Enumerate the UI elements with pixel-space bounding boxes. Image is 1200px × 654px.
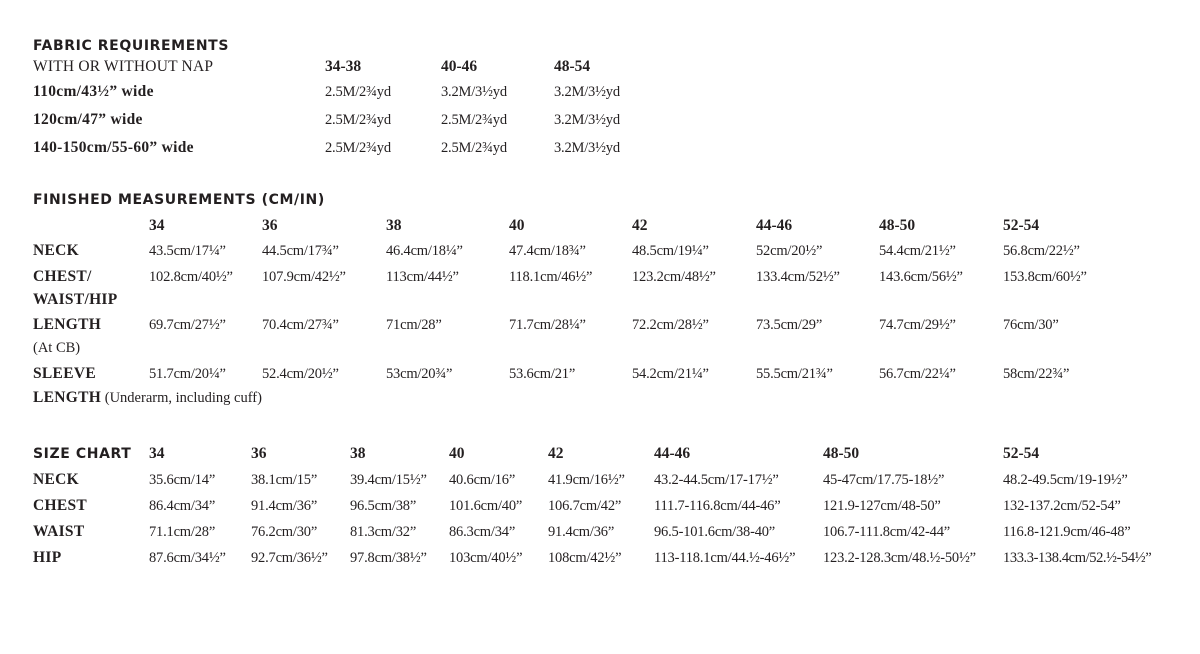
finished-cell: 74.7cm/29½”: [879, 317, 956, 333]
sizechart-cell: 45-47cm/17.75-18½”: [823, 472, 945, 488]
finished-cell: 73.5cm/29”: [756, 317, 823, 333]
finished-header-size: 38: [386, 217, 402, 234]
finished-cell: 107.9cm/42½”: [262, 269, 346, 285]
finished-cell: 53cm/20¾”: [386, 366, 453, 382]
finished-cell: 71cm/28”: [386, 317, 442, 333]
sizechart-cell: 92.7cm/36½”: [251, 550, 328, 566]
finished-header-size: 36: [262, 217, 278, 234]
finished-cell: 70.4cm/27¾”: [262, 317, 339, 333]
sizechart-cell: 133.3-138.4cm/52.½-54½”: [1003, 550, 1152, 566]
sizechart-cell: 101.6cm/40”: [449, 498, 523, 514]
finished-row-sublabel: WAIST/HIP: [33, 291, 118, 308]
fabric-row-label: 120cm/47” wide: [33, 111, 143, 128]
fabric-header-48-54: 48-54: [554, 58, 591, 75]
fabric-cell: 3.2M/3½yd: [554, 140, 620, 156]
sizechart-cell: 40.6cm/16”: [449, 472, 516, 488]
finished-cell: 51.7cm/20¼”: [149, 366, 226, 382]
fabric-cell: 2.5M/2¾yd: [441, 112, 507, 128]
sleeve-length-word: LENGTH: [33, 389, 102, 406]
finished-cell: 76cm/30”: [1003, 317, 1059, 333]
fabric-header-40-46: 40-46: [441, 58, 478, 75]
finished-cell: 72.2cm/28½”: [632, 317, 709, 333]
sizechart-cell: 71.1cm/28”: [149, 524, 216, 540]
finished-cell: 56.8cm/22½”: [1003, 243, 1080, 259]
finished-header-size: 48-50: [879, 217, 916, 234]
finished-cell: 113cm/44½”: [386, 269, 459, 285]
size-chart-title: SIZE CHART: [33, 446, 132, 462]
finished-header-size: 40: [509, 217, 525, 234]
finished-cell: 54.4cm/21½”: [879, 243, 956, 259]
finished-cell: 48.5cm/19¼”: [632, 243, 709, 259]
finished-row-sublabel: [33, 389, 262, 407]
sizechart-cell: 96.5cm/38”: [350, 498, 417, 514]
fabric-cell: 3.2M/3½yd: [554, 84, 620, 100]
finished-cell: 56.7cm/22¼”: [879, 366, 956, 382]
sleeve-length-note: (Underarm, including cuff): [101, 390, 262, 406]
sizechart-cell: 39.4cm/15½”: [350, 472, 427, 488]
finished-cell: 54.2cm/21¼”: [632, 366, 709, 382]
fabric-cell: 3.2M/3½yd: [554, 112, 620, 128]
finished-cell: 43.5cm/17¼”: [149, 243, 226, 259]
sizechart-row-label: HIP: [33, 549, 62, 566]
sizechart-cell: 106.7cm/42”: [548, 498, 622, 514]
sizechart-cell: 106.7-111.8cm/42-44”: [823, 524, 951, 540]
finished-cell: 44.5cm/17¾”: [262, 243, 339, 259]
fabric-cell: 2.5M/2¾yd: [325, 84, 391, 100]
sizechart-header-size: 36: [251, 445, 267, 462]
sizechart-cell: 76.2cm/30”: [251, 524, 318, 540]
sizechart-cell: 121.9-127cm/48-50”: [823, 498, 941, 514]
finished-cell: 153.8cm/60½”: [1003, 269, 1087, 285]
finished-cell: 53.6cm/21”: [509, 366, 576, 382]
finished-row-label: LENGTH: [33, 316, 102, 333]
fabric-cell: 3.2M/3½yd: [441, 84, 507, 100]
finished-cell: 55.5cm/21¾”: [756, 366, 833, 382]
fabric-cell: 2.5M/2¾yd: [441, 140, 507, 156]
sizechart-cell: 97.8cm/38½”: [350, 550, 427, 566]
sizechart-cell: 87.6cm/34½”: [149, 550, 226, 566]
finished-header-size: 52-54: [1003, 217, 1040, 234]
sizechart-cell: 111.7-116.8cm/44-46”: [654, 498, 781, 514]
sizechart-cell: 113-118.1cm/44.½-46½”: [654, 550, 796, 566]
finished-header-size: 44-46: [756, 217, 793, 234]
sizechart-cell: 43.2-44.5cm/17-17½”: [654, 472, 779, 488]
finished-cell: 52.4cm/20½”: [262, 366, 339, 382]
sizechart-header-size: 44-46: [654, 445, 691, 462]
sizechart-header-size: 38: [350, 445, 366, 462]
sizechart-cell: 91.4cm/36”: [251, 498, 318, 514]
sizechart-header-size: 40: [449, 445, 465, 462]
fabric-row-label: 110cm/43½” wide: [33, 83, 154, 100]
finished-cell: 118.1cm/46½”: [509, 269, 593, 285]
fabric-cell: 2.5M/2¾yd: [325, 140, 391, 156]
finished-cell: 52cm/20½”: [756, 243, 823, 259]
finished-cell: 47.4cm/18¾”: [509, 243, 586, 259]
sizechart-cell: 48.2-49.5cm/19-19½”: [1003, 472, 1128, 488]
sizechart-cell: 123.2-128.3cm/48.½-50½”: [823, 550, 976, 566]
sizechart-cell: 86.3cm/34”: [449, 524, 516, 540]
fabric-cell: 2.5M/2¾yd: [325, 112, 391, 128]
sizechart-cell: 103cm/40½”: [449, 550, 523, 566]
sizechart-header-size: 48-50: [823, 445, 860, 462]
finished-cell: 58cm/22¾”: [1003, 366, 1070, 382]
sizechart-cell: 86.4cm/34”: [149, 498, 216, 514]
sizechart-cell: 132-137.2cm/52-54”: [1003, 498, 1121, 514]
finished-row-label: CHEST/: [33, 268, 92, 285]
finished-header-size: 42: [632, 217, 648, 234]
fabric-row-label: 140-150cm/55-60” wide: [33, 139, 194, 156]
finished-cell: 102.8cm/40½”: [149, 269, 233, 285]
sizechart-cell: 38.1cm/15”: [251, 472, 318, 488]
sizechart-cell: 35.6cm/14”: [149, 472, 216, 488]
finished-cell: 123.2cm/48½”: [632, 269, 716, 285]
sizechart-cell: 41.9cm/16½”: [548, 472, 625, 488]
finished-row-label: NECK: [33, 242, 79, 259]
sizechart-header-size: 52-54: [1003, 445, 1040, 462]
sizechart-header-size: 34: [149, 445, 165, 462]
finished-cell: 69.7cm/27½”: [149, 317, 226, 333]
finished-row-note: (At CB): [33, 340, 81, 356]
sizechart-cell: 108cm/42½”: [548, 550, 622, 566]
finished-header-size: 34: [149, 217, 165, 234]
fabric-header-34-38: 34-38: [325, 58, 362, 75]
fabric-nap-subtitle: WITH OR WITHOUT NAP: [33, 58, 214, 75]
finished-cell: 71.7cm/28¼”: [509, 317, 586, 333]
sizechart-header-size: 42: [548, 445, 564, 462]
sizechart-row-label: NECK: [33, 471, 79, 488]
sizechart-cell: 96.5-101.6cm/38-40”: [654, 524, 776, 540]
sizechart-row-label: CHEST: [33, 497, 88, 514]
finished-row-label: SLEEVE: [33, 365, 96, 382]
finished-cell: 46.4cm/18¼”: [386, 243, 463, 259]
fabric-requirements-title: FABRIC REQUIREMENTS: [33, 38, 230, 54]
finished-cell: 143.6cm/56½”: [879, 269, 963, 285]
finished-cell: 133.4cm/52½”: [756, 269, 840, 285]
finished-measurements-title: FINISHED MEASUREMENTS (CM/IN): [33, 192, 325, 208]
sizechart-cell: 91.4cm/36”: [548, 524, 615, 540]
sizechart-cell: 81.3cm/32”: [350, 524, 417, 540]
sizechart-row-label: WAIST: [33, 523, 85, 540]
sizechart-cell: 116.8-121.9cm/46-48”: [1003, 524, 1131, 540]
